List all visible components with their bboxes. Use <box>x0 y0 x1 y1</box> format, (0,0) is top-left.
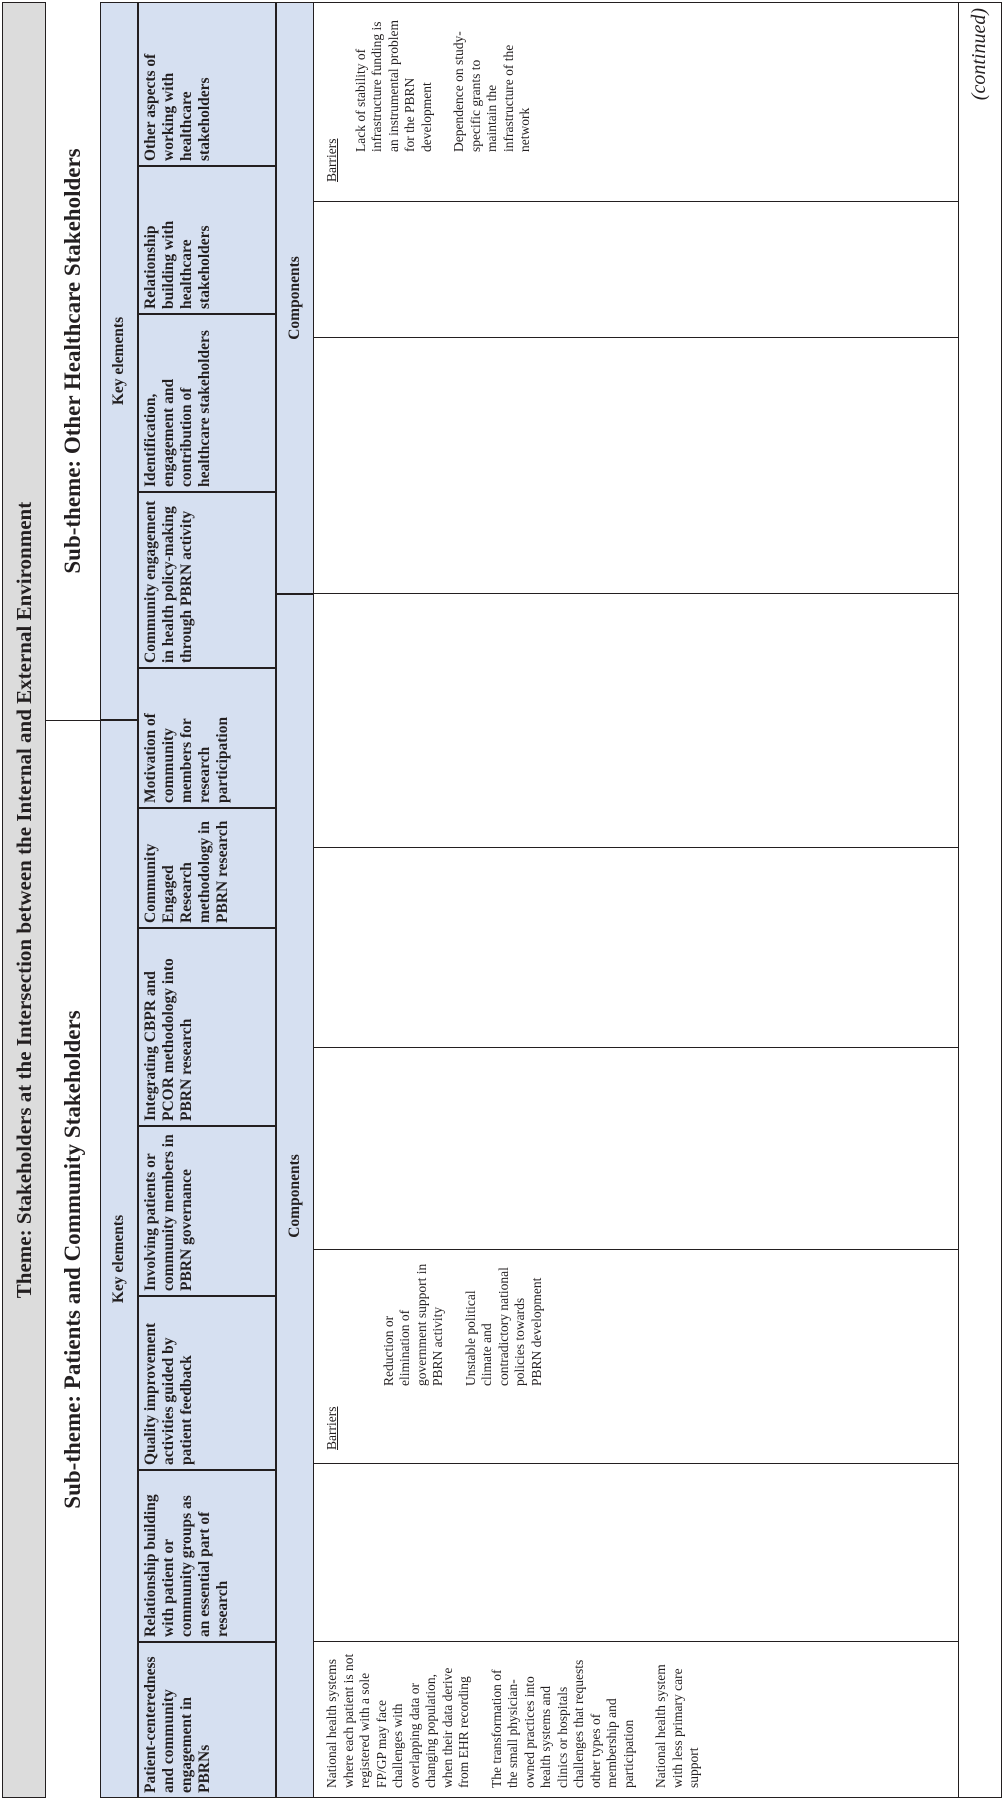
stakeholders-table <box>2 2 1002 1798</box>
column-header: Integrating CBPR and PCOR methodology into PBRN research <box>138 928 276 1126</box>
components-band-healthcare: Components <box>276 2 314 594</box>
cell-paragraph: Dependence on study-specific grants to maintain the infrastructure of the network <box>451 31 532 152</box>
column-header: Patient-centeredness and community engagement in PBRNs <box>138 1642 276 1798</box>
cell-paragraph: Reduction or elimination of government support in PBRN activity <box>380 1263 445 1386</box>
cell-paragraph: National health systems where each patient is not registered with a sole FP/GP may face challenges with overlapping data or changing population, when their data derive from EHR recording <box>324 1653 471 1788</box>
cell-paragraph: The transformation of the small physician-owned practices into health systems and clinics or hospitals challenges that requests other types of membership and participation <box>488 1659 636 1788</box>
barriers-heading: Barriers <box>324 138 339 182</box>
column-header: Identification, engagement and contribution of healthcare stakeholders <box>138 314 276 492</box>
cell-paragraph <box>554 0 785 158</box>
grid-line <box>314 847 958 848</box>
body-cell-col1 <box>324 1642 958 1798</box>
cell-paragraph: Lack of stability of infrastructure funding is an instrumental problem for the PBRN development <box>352 20 434 152</box>
grid-line <box>314 1047 958 1048</box>
column-header: Relationship building with patient or community groups as an essential part of research <box>138 1470 276 1642</box>
components-band-patients: Components <box>276 594 314 1798</box>
column-header: Community engagement in health policy-making through PBRN activity <box>138 492 276 668</box>
column-header: Community Engaged Research methodology in PBRN research <box>138 808 276 928</box>
cell-paragraph: National health system with less primary care support <box>653 1664 701 1788</box>
body-cell-col11 <box>324 2 958 202</box>
key-elements-band-healthcare: Key elements <box>100 2 138 720</box>
body-cell-col3 <box>324 1250 958 1464</box>
column-header: Relationship building with healthcare stakeholders <box>138 166 276 314</box>
column-header: Quality improvement activities guided by patient feedback <box>138 1296 276 1470</box>
subtheme-healthcare-title: Sub-theme: Other Healthcare Stakeholders <box>46 2 100 720</box>
grid-line <box>314 593 958 594</box>
key-elements-band-patients: Key elements <box>100 720 138 1798</box>
column-header: Motivation of community members for research participation <box>138 668 276 808</box>
barriers-heading: Barriers <box>324 1406 339 1450</box>
theme-title: Theme: Stakeholders at the Intersection between the Internal and External Environment <box>2 2 46 1798</box>
column-header: Involving patients or community members in PBRN governance <box>138 1126 276 1296</box>
subtheme-patients-title: Sub-theme: Patients and Community Stakeholders <box>46 720 100 1798</box>
grid-line <box>314 337 958 338</box>
continued-label: (continued) <box>968 8 990 101</box>
column-header: Other aspects of working with healthcare stakeholders <box>138 2 276 166</box>
cell-paragraph: Unstable political climate and contradictory national policies towards PBRN development <box>462 1267 544 1386</box>
grid-line-bottom <box>958 2 959 1798</box>
